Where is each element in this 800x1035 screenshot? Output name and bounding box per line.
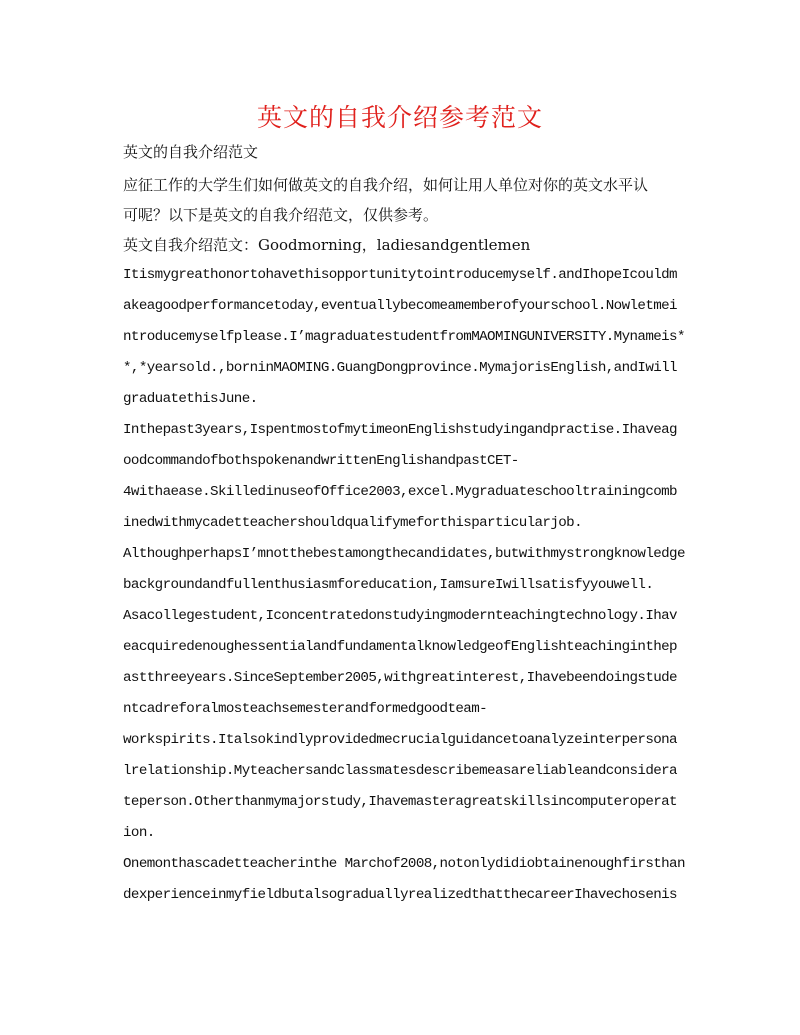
paragraph-line: AlthoughperhapsI’mnotthebestamongthecandidates,butwithmystrongknowledge [123, 546, 685, 562]
paragraph-line: Onemonthascadetteacherinthe Marchof2008,notonlydidiobtainenoughfirsthan [123, 856, 685, 872]
paragraph-line: Asacollegestudent,Iconcentratedonstudyingmodernteachingtechnology.Ihav [123, 608, 677, 624]
document-title: 英文的自我介绍参考范文 [256, 103, 543, 132]
paragraph-line: 应征工作的大学生们如何做英文的自我介绍，如何让用人单位对你的英文水平认 [123, 176, 649, 194]
paragraph-line: 英文的自我介绍范文 [123, 143, 259, 161]
paragraph-line: astthreeyears.SinceSeptember2005,withgreatinterest,Ihavebeendoingstude [123, 670, 677, 686]
paragraph-line: akeagoodperformancetoday,eventuallybecomeamemberofyourschool.Nowletmei [123, 298, 677, 314]
paragraph-line: oodcommandofbothspokenandwrittenEnglishandpastCET- [123, 453, 519, 469]
paragraph-line: *,*yearsold.,borninMAOMING.GuangDongprovince.MymajorisEnglish,andIwill [123, 360, 677, 376]
paragraph-line: 英文自我介绍范文：Goodmorning，ladiesandgentlemen [123, 236, 531, 254]
paragraph-line: Inthepast3years,IspentmostofmytimeonEnglishstudyingandpractise.Ihaveag [123, 422, 677, 438]
paragraph-line: backgroundandfullenthusiasmforeducation,IamsureIwillsatisfyyouwell. [123, 577, 654, 593]
paragraph-line: workspirits.Italsokindlyprovidedmecrucialguidancetoanalyzeinterpersona [123, 732, 677, 748]
paragraph-line: inedwithmycadetteachershouldqualifymeforthisparticularjob. [123, 515, 583, 531]
paragraph-line: ion. [123, 825, 155, 841]
paragraph-line: graduatethisJune. [123, 391, 258, 407]
paragraph-line: ntcadreforalmosteachsemesterandformedgoodteam- [123, 701, 488, 717]
paragraph-line: ntroducemyselfplease.I’magraduatestudentfromMAOMINGUNIVERSITY.Mynameis* [123, 329, 685, 345]
paragraph-line: Itismygreathonortohavethisopportunitytointroducemyself.andIhopeIcouldm [123, 267, 677, 283]
paragraph-line: 可呢？以下是英文的自我介绍范文，仅供参考。 [123, 206, 439, 224]
paragraph-line: dexperienceinmyfieldbutalsograduallyrealizedthatthecareerIhavechosenis [123, 887, 677, 903]
paragraph-line: 4withaease.SkilledinuseofOffice2003,excel.Mygraduateschooltrainingcomb [123, 484, 677, 500]
paragraph-line: teperson.Otherthanmymajorstudy,Ihavemasteragreatskillsincomputeroperat [123, 794, 677, 810]
paragraph-line: eacquiredenoughessentialandfundamentalknowledgeofEnglishteachinginthep [123, 639, 677, 655]
paragraph-line: lrelationship.Myteachersandclassmatesdescribemeasareliableandconsidera [123, 763, 677, 779]
